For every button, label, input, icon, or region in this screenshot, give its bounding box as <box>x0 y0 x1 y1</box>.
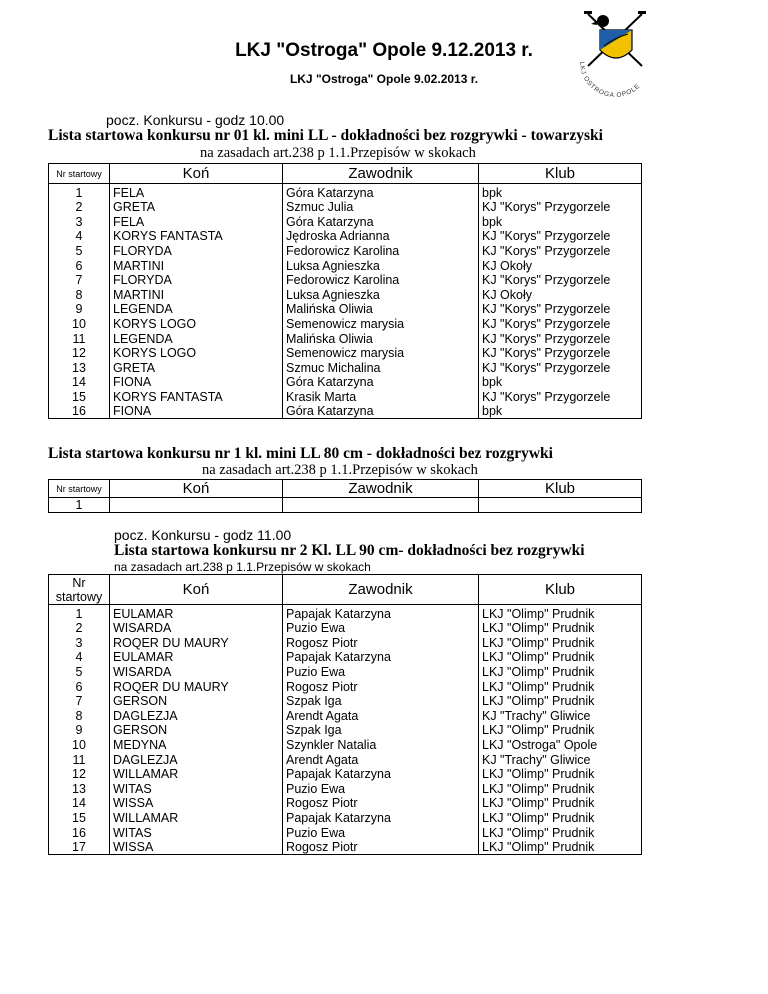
section1-title: Lista startowa konkursu nr 01 kl. mini LL - dokładności bez rozgrywki - towarzyski <box>48 127 603 144</box>
horse-cell: ROQER DU MAURY <box>110 679 283 694</box>
horse-cell: EULAMAR <box>110 605 283 622</box>
table-row <box>49 679 642 694</box>
table-row <box>49 361 642 376</box>
section3-start-list <box>48 574 642 855</box>
horse-cell: FLORYDA <box>110 244 283 259</box>
table-row <box>49 404 642 419</box>
table-row <box>49 184 642 201</box>
club-cell: KJ "Korys" Przygorzele <box>479 200 642 215</box>
horse-cell: WISSA <box>110 840 283 855</box>
club-cell: KJ "Korys" Przygorzele <box>479 331 642 346</box>
table-row <box>49 782 642 797</box>
col-header-nr: Nr startowy <box>49 480 110 498</box>
table-row <box>49 346 642 361</box>
club-cell: KJ "Trachy" Gliwice <box>479 709 642 724</box>
horse-cell: GRETA <box>110 200 283 215</box>
table-header-row <box>49 575 642 605</box>
rider-cell: Luksa Agnieszka <box>283 288 479 303</box>
rider-cell: Malińska Oliwia <box>283 302 479 317</box>
start-number-cell: 5 <box>49 244 110 259</box>
col-header-horse: Koń <box>110 164 283 184</box>
rider-cell <box>283 498 479 513</box>
start-number-cell: 1 <box>49 605 110 622</box>
club-cell: KJ "Korys" Przygorzele <box>479 346 642 361</box>
table-row <box>49 694 642 709</box>
col-header-nr-line1: Nr <box>72 575 86 590</box>
horse-cell: GERSON <box>110 723 283 738</box>
col-header-club: Klub <box>479 480 642 498</box>
start-number-cell: 6 <box>49 679 110 694</box>
rider-cell: Szynkler Natalia <box>283 738 479 753</box>
start-number-cell: 3 <box>49 215 110 230</box>
start-number-cell: 11 <box>49 752 110 767</box>
club-cell: bpk <box>479 184 642 201</box>
table-row <box>49 636 642 651</box>
rider-cell: Szmuc Michalina <box>283 361 479 376</box>
rider-cell: Malińska Oliwia <box>283 331 479 346</box>
start-number-cell: 1 <box>49 498 110 513</box>
horse-cell: WITAS <box>110 825 283 840</box>
col-header-horse: Koń <box>110 480 283 498</box>
club-cell: LKJ "Olimp" Prudnik <box>479 782 642 797</box>
start-number-cell: 1 <box>49 184 110 201</box>
club-cell: KJ Okoły <box>479 258 642 273</box>
table-row <box>49 390 642 405</box>
start-number-cell: 7 <box>49 694 110 709</box>
horse-cell: WISARDA <box>110 665 283 680</box>
rider-cell: Papajak Katarzyna <box>283 767 479 782</box>
rider-cell: Rogosz Piotr <box>283 840 479 855</box>
document-title: LKJ "Ostroga" Opole 9.12.2013 r. <box>235 40 533 61</box>
col-header-club: Klub <box>479 164 642 184</box>
club-cell: KJ "Korys" Przygorzele <box>479 302 642 317</box>
rider-cell: Jędroska Adrianna <box>283 229 479 244</box>
start-number-cell: 6 <box>49 258 110 273</box>
horse-cell: WITAS <box>110 782 283 797</box>
horse-cell: LEGENDA <box>110 302 283 317</box>
start-number-cell: 16 <box>49 404 110 419</box>
start-number-cell: 9 <box>49 302 110 317</box>
start-number-cell: 11 <box>49 331 110 346</box>
club-cell: bpk <box>479 375 642 390</box>
start-number-cell: 13 <box>49 782 110 797</box>
horse-cell: FIONA <box>110 404 283 419</box>
club-cell: bpk <box>479 215 642 230</box>
club-cell <box>479 498 642 513</box>
club-cell: KJ "Korys" Przygorzele <box>479 390 642 405</box>
club-cell: LKJ "Olimp" Prudnik <box>479 811 642 826</box>
club-cell: KJ "Korys" Przygorzele <box>479 361 642 376</box>
club-cell: LKJ "Olimp" Prudnik <box>479 767 642 782</box>
rider-cell: Fedorowicz Karolina <box>283 273 479 288</box>
start-number-cell: 8 <box>49 288 110 303</box>
horse-cell: KORYS LOGO <box>110 317 283 332</box>
start-number-cell: 10 <box>49 317 110 332</box>
table-row <box>49 796 642 811</box>
col-header-horse: Koń <box>110 575 283 605</box>
table-row <box>49 738 642 753</box>
start-number-cell: 14 <box>49 375 110 390</box>
rider-cell: Góra Katarzyna <box>283 184 479 201</box>
club-cell: LKJ "Olimp" Prudnik <box>479 840 642 855</box>
section3-title: Lista startowa konkursu nr 2 Kl. LL 90 cm- dokładności bez rozgrywki <box>114 542 585 559</box>
rider-cell: Papajak Katarzyna <box>283 811 479 826</box>
horse-cell: KORYS FANTASTA <box>110 229 283 244</box>
horse-cell: EULAMAR <box>110 650 283 665</box>
rider-cell: Puzio Ewa <box>283 621 479 636</box>
start-number-cell: 7 <box>49 273 110 288</box>
horse-cell: WILLAMAR <box>110 811 283 826</box>
col-header-nr-line2: startowy <box>55 589 103 604</box>
club-cell: KJ "Korys" Przygorzele <box>479 273 642 288</box>
table-row <box>49 229 642 244</box>
table-row <box>49 258 642 273</box>
start-number-cell: 5 <box>49 665 110 680</box>
start-number-cell: 3 <box>49 636 110 651</box>
club-cell: LKJ "Olimp" Prudnik <box>479 825 642 840</box>
start-number-cell: 2 <box>49 200 110 215</box>
table-header-row <box>49 480 642 498</box>
horse-cell: GERSON <box>110 694 283 709</box>
club-cell: LKJ "Olimp" Prudnik <box>479 679 642 694</box>
start-number-cell: 12 <box>49 767 110 782</box>
section2-start-list <box>48 479 642 513</box>
start-number-cell: 14 <box>49 796 110 811</box>
club-cell: LKJ "Olimp" Prudnik <box>479 605 642 622</box>
table-row <box>49 825 642 840</box>
club-cell: LKJ "Olimp" Prudnik <box>479 650 642 665</box>
rider-cell: Fedorowicz Karolina <box>283 244 479 259</box>
col-header-nr: Nr startowy <box>49 164 110 184</box>
start-number-cell: 13 <box>49 361 110 376</box>
logo-lettering: LKJ OSTROGA OPOLE <box>577 61 642 100</box>
club-cell: LKJ "Olimp" Prudnik <box>479 796 642 811</box>
document-subtitle: LKJ "Ostroga" Opole 9.02.2013 r. <box>289 72 479 86</box>
table-row <box>49 665 642 680</box>
col-header-rider: Zawodnik <box>283 575 479 605</box>
horse-cell: FLORYDA <box>110 273 283 288</box>
club-cell: KJ "Trachy" Gliwice <box>479 752 642 767</box>
rider-cell: Papajak Katarzyna <box>283 605 479 622</box>
rider-cell: Szpak Iga <box>283 694 479 709</box>
table-row <box>49 498 642 513</box>
table-row <box>49 244 642 259</box>
rider-cell: Góra Katarzyna <box>283 375 479 390</box>
table-row <box>49 723 642 738</box>
horse-cell: LEGENDA <box>110 331 283 346</box>
table-row <box>49 605 642 622</box>
section3-start-note: pocz. Konkursu - godz 11.00 <box>114 527 292 543</box>
rider-cell: Szmuc Julia <box>283 200 479 215</box>
table-row <box>49 709 642 724</box>
rider-cell: Puzio Ewa <box>283 665 479 680</box>
rider-cell: Góra Katarzyna <box>283 404 479 419</box>
table-row <box>49 650 642 665</box>
rider-cell: Krasik Marta <box>283 390 479 405</box>
horse-cell: DAGLEZJA <box>110 752 283 767</box>
club-cell: LKJ "Ostroga" Opole <box>479 738 642 753</box>
horse-cell: MARTINI <box>110 288 283 303</box>
club-cell: KJ Okoły <box>479 288 642 303</box>
table-row <box>49 375 642 390</box>
section1-start-note: pocz. Konkursu - godz 10.00 <box>106 112 285 128</box>
start-number-cell: 10 <box>49 738 110 753</box>
rider-cell: Semenowicz marysia <box>283 317 479 332</box>
table-row <box>49 302 642 317</box>
club-cell: LKJ "Olimp" Prudnik <box>479 636 642 651</box>
section3-rules: na zasadach art.238 p 1.1.Przepisów w skokach <box>114 560 371 574</box>
horse-cell: WISSA <box>110 796 283 811</box>
svg-text:LKJ OSTROGA OPOLE <box>578 62 642 99</box>
section1-rules: na zasadach art.238 p 1.1.Przepisów w skokach <box>200 145 476 161</box>
rider-cell: Rogosz Piotr <box>283 796 479 811</box>
horse-cell: WISARDA <box>110 621 283 636</box>
rider-cell: Puzio Ewa <box>283 782 479 797</box>
table-row <box>49 317 642 332</box>
col-header-club: Klub <box>479 575 642 605</box>
table-row <box>49 767 642 782</box>
table-row <box>49 752 642 767</box>
col-header-rider: Zawodnik <box>283 164 479 184</box>
table-row <box>49 840 642 855</box>
horse-cell: DAGLEZJA <box>110 709 283 724</box>
start-number-cell: 9 <box>49 723 110 738</box>
club-cell: LKJ "Olimp" Prudnik <box>479 723 642 738</box>
col-header-rider: Zawodnik <box>283 480 479 498</box>
section2-rules: na zasadach art.238 p 1.1.Przepisów w skokach <box>202 462 478 478</box>
club-cell: LKJ "Olimp" Prudnik <box>479 694 642 709</box>
club-cell: LKJ "Olimp" Prudnik <box>479 621 642 636</box>
rider-cell: Luksa Agnieszka <box>283 258 479 273</box>
horse-cell: FELA <box>110 215 283 230</box>
start-number-cell: 16 <box>49 825 110 840</box>
start-number-cell: 2 <box>49 621 110 636</box>
start-number-cell: 4 <box>49 650 110 665</box>
horse-cell: MARTINI <box>110 258 283 273</box>
table-row <box>49 200 642 215</box>
club-cell: KJ "Korys" Przygorzele <box>479 317 642 332</box>
horse-cell: ROQER DU MAURY <box>110 636 283 651</box>
horse-cell: FELA <box>110 184 283 201</box>
rider-cell: Semenowicz marysia <box>283 346 479 361</box>
horse-cell: GRETA <box>110 361 283 376</box>
table-row <box>49 331 642 346</box>
horse-cell <box>110 498 283 513</box>
rider-cell: Arendt Agata <box>283 709 479 724</box>
horse-cell: KORYS FANTASTA <box>110 390 283 405</box>
rider-cell: Rogosz Piotr <box>283 636 479 651</box>
section1-start-list <box>48 163 642 419</box>
table-row <box>49 621 642 636</box>
table-row <box>49 288 642 303</box>
club-cell: KJ "Korys" Przygorzele <box>479 244 642 259</box>
rider-cell: Puzio Ewa <box>283 825 479 840</box>
table-header-row <box>49 164 642 184</box>
horse-cell: WILLAMAR <box>110 767 283 782</box>
start-number-cell: 8 <box>49 709 110 724</box>
start-number-cell: 15 <box>49 811 110 826</box>
rider-cell: Góra Katarzyna <box>283 215 479 230</box>
start-number-cell: 4 <box>49 229 110 244</box>
horse-cell: KORYS LOGO <box>110 346 283 361</box>
horse-cell: FIONA <box>110 375 283 390</box>
start-number-cell: 12 <box>49 346 110 361</box>
club-logo <box>570 4 660 104</box>
rider-cell: Papajak Katarzyna <box>283 650 479 665</box>
club-cell: LKJ "Olimp" Prudnik <box>479 665 642 680</box>
table-row <box>49 273 642 288</box>
rider-cell: Arendt Agata <box>283 752 479 767</box>
start-number-cell: 15 <box>49 390 110 405</box>
horse-cell: MEDYNA <box>110 738 283 753</box>
table-row <box>49 215 642 230</box>
section2-title: Lista startowa konkursu nr 1 kl. mini LL 80 cm - dokładności bez rozgrywki <box>48 445 553 462</box>
club-cell: KJ "Korys" Przygorzele <box>479 229 642 244</box>
rider-cell: Rogosz Piotr <box>283 679 479 694</box>
rider-cell: Szpak Iga <box>283 723 479 738</box>
table-row <box>49 811 642 826</box>
club-cell: bpk <box>479 404 642 419</box>
col-header-nr <box>49 575 110 605</box>
start-number-cell: 17 <box>49 840 110 855</box>
